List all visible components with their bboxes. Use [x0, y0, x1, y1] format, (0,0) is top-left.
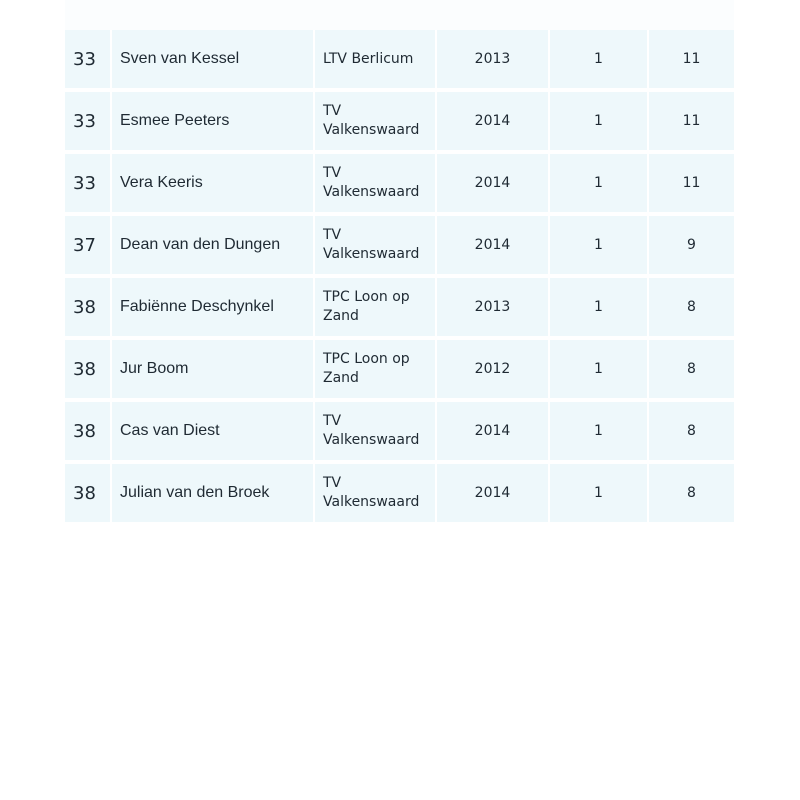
- birth-year-cell: 2013: [437, 30, 550, 92]
- table-row: [65, 30, 734, 92]
- table-row: [65, 92, 734, 154]
- birth-year-cell: 2014: [437, 92, 550, 154]
- tournaments-cell: 1: [550, 30, 649, 92]
- player-name-cell: Fabiënne Deschynkel: [112, 278, 315, 340]
- rank-cell: 38: [65, 402, 112, 464]
- tournaments-cell: 1: [550, 216, 649, 278]
- table-row: [65, 154, 734, 216]
- ranking-table: [65, 30, 734, 526]
- player-name-cell: Sven van Kessel: [112, 30, 315, 92]
- table-row: [65, 402, 734, 464]
- club-cell: TV Valkenswaard: [315, 402, 437, 464]
- table-row: [65, 216, 734, 278]
- birth-year-cell: 2012: [437, 340, 550, 402]
- points-cell: 8: [649, 402, 734, 464]
- tournaments-cell: 1: [550, 402, 649, 464]
- club-cell: TV Valkenswaard: [315, 216, 437, 278]
- rank-cell: 38: [65, 464, 112, 526]
- rank-cell: 37: [65, 216, 112, 278]
- birth-year-cell: 2013: [437, 278, 550, 340]
- birth-year-cell: 2014: [437, 464, 550, 526]
- player-name-cell: Jur Boom: [112, 340, 315, 402]
- points-cell: 9: [649, 216, 734, 278]
- club-cell: TV Valkenswaard: [315, 154, 437, 216]
- club-cell: LTV Berlicum: [315, 30, 437, 92]
- club-cell: TV Valkenswaard: [315, 92, 437, 154]
- tournaments-cell: 1: [550, 92, 649, 154]
- player-name-cell: Julian van den Broek: [112, 464, 315, 526]
- points-cell: 11: [649, 92, 734, 154]
- table-row: [65, 278, 734, 340]
- club-cell: TPC Loon op Zand: [315, 278, 437, 340]
- birth-year-cell: 2014: [437, 154, 550, 216]
- tournaments-cell: 1: [550, 340, 649, 402]
- points-cell: 8: [649, 464, 734, 526]
- tournaments-cell: 1: [550, 464, 649, 526]
- birth-year-cell: 2014: [437, 216, 550, 278]
- club-cell: TV Valkenswaard: [315, 464, 437, 526]
- club-cell: TPC Loon op Zand: [315, 340, 437, 402]
- player-name-cell: Cas van Diest: [112, 402, 315, 464]
- points-cell: 8: [649, 278, 734, 340]
- player-name-cell: Dean van den Dungen: [112, 216, 315, 278]
- rank-cell: 38: [65, 340, 112, 402]
- table-row: [65, 340, 734, 402]
- tournaments-cell: 1: [550, 278, 649, 340]
- points-cell: 8: [649, 340, 734, 402]
- tournaments-cell: 1: [550, 154, 649, 216]
- player-name-cell: Esmee Peeters: [112, 92, 315, 154]
- points-cell: 11: [649, 154, 734, 216]
- points-cell: 11: [649, 30, 734, 92]
- rank-cell: 38: [65, 278, 112, 340]
- rank-cell: 33: [65, 30, 112, 92]
- table-row: [65, 464, 734, 526]
- birth-year-cell: 2014: [437, 402, 550, 464]
- rank-cell: 33: [65, 92, 112, 154]
- rank-cell: 33: [65, 154, 112, 216]
- ranking-table-body: [65, 30, 734, 526]
- table-top-edge: [65, 0, 734, 30]
- player-name-cell: Vera Keeris: [112, 154, 315, 216]
